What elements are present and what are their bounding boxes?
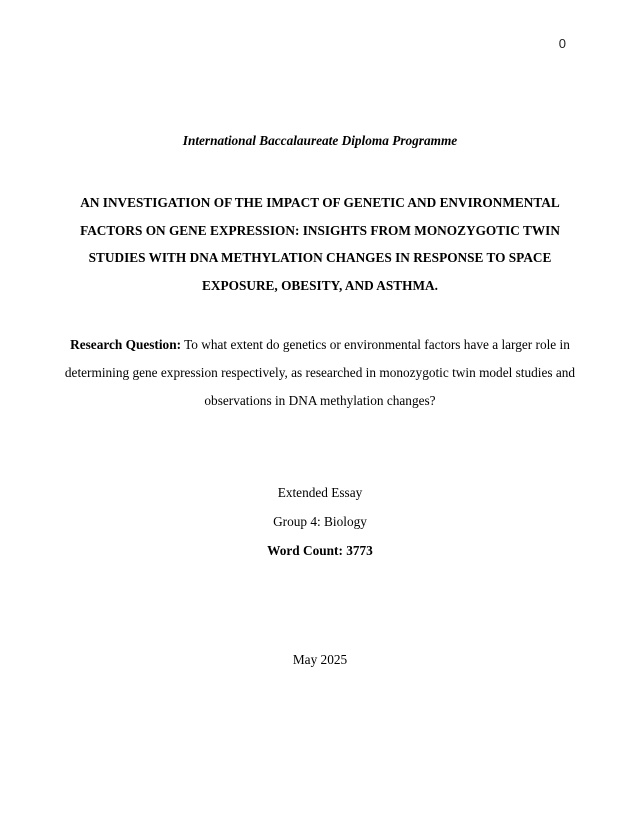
essay-title-line: FACTORS ON GENE EXPRESSION: INSIGHTS FROM MONOZYGOTIC TWIN [80,222,560,238]
essay-title-line: AN INVESTIGATION OF THE IMPACT OF GENETIC AND ENVIRONMENTAL [80,195,560,210]
subject-group: Group 4: Biology [273,514,367,529]
programme-heading: International Baccalaureate Diploma Programme [182,133,458,148]
research-question [60,331,580,415]
research-question-text: To what extent do genetics or environmental factors have a larger role in [181,337,570,352]
essay-title-line: STUDIES WITH DNA METHYLATION CHANGES IN RESPONSE TO SPACE [88,250,552,265]
submission-date: May 2025 [292,652,348,667]
essay-title [70,189,570,299]
word-count: Word Count: 3773 [267,543,373,558]
research-question-line [60,331,580,359]
essay-meta [0,478,640,565]
research-question-label: Research Question: [70,337,182,352]
page-number: 0 [558,36,566,51]
research-question-line: observations in DNA methylation changes? [204,393,436,408]
essay-title-line: EXPOSURE, OBESITY, AND ASTHMA. [202,277,438,293]
essay-type: Extended Essay [277,485,363,500]
research-question-line: determining gene expression respectively, as researched in monozygotic twin model studies and [64,365,576,380]
